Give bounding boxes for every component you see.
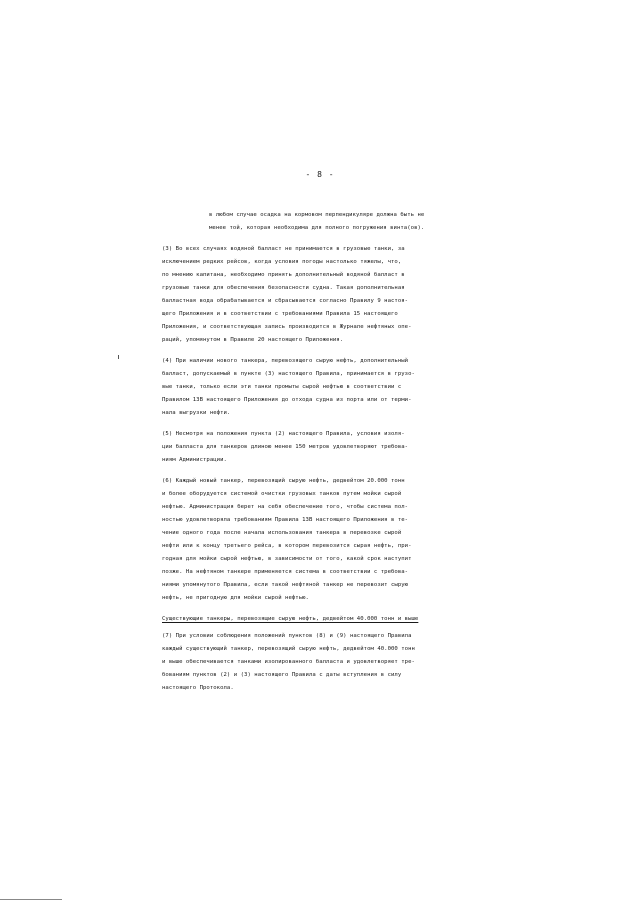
text-line: исключением редких рейсов, когда условия погоды настолько тяжелы, что, <box>162 259 402 265</box>
text-line: ниям Администрации. <box>162 457 227 463</box>
text-line: каждый существующий танкер, перевозящий сырую нефть, дедвейтом 40.000 тонн <box>162 646 415 652</box>
text-line: ции балласта для танкеров длиною менее 150 метров удовлетворяют требова- <box>162 444 409 450</box>
paragraph-cont <box>162 209 484 235</box>
text-line: нефть, не пригодную для мойки сырой нефтью. <box>162 595 309 601</box>
text-line: по мнению капитана, необходимо принять дополнительный водяной балласт в <box>162 272 405 278</box>
text-line: грузовые танки для обеспечения безопасности судна. Такая дополнительная <box>162 285 405 291</box>
text-line: балластная вода обрабатывается и сбрасывается согласно Правилу 9 настоя- <box>162 298 409 304</box>
page-number: - 8 - <box>305 170 335 179</box>
text-line: (4) При наличии нового танкера, перевозящего сырую нефть, дополнительный <box>162 358 409 364</box>
text-line: (7) При условии соблюдения положений пунктов (8) и (9) настоящего Правила <box>162 633 412 639</box>
text-line: бованиям пунктов (2) и (3) настоящего Правила с даты вступления в силу <box>162 672 402 678</box>
text-line: (6) Каждый новый танкер, перевозящий сырую нефть, дедвейтом 20.000 тонн <box>162 478 405 484</box>
section-heading <box>162 613 484 626</box>
footer-rule <box>0 899 62 900</box>
paragraph-p4 <box>162 355 484 420</box>
text-line: (5) Несмотря на положения пункта (2) настоящего Правила, условия изоля- <box>162 431 405 437</box>
text-line: и более оборудуется системой очистки грузовых танков путем мойки сырой <box>162 491 402 497</box>
text-line: Правилом 13В настоящего Приложения до отхода судна из порта или от терми- <box>162 397 412 403</box>
text-line: нефтью. Администрация берет на себя обеспечение того, чтобы система пол- <box>162 504 409 510</box>
text-line: нефти или к концу третьего рейса, в котором перевозится сырая нефть, при- <box>162 543 412 549</box>
text-line: в любом случае осадка на кормовом перпендикуляре должна быть не <box>209 212 425 218</box>
text-line: менее той, которая необходима для полного погружения винта(ов). <box>209 225 425 231</box>
text-line: (3) Во всех случаях водяной балласт не принимается в грузовые танки, за <box>162 246 405 252</box>
text-line: балласт, допускаемый в пункте (3) настоящего Правила, принимается в грузо- <box>162 371 415 377</box>
margin-mark <box>118 355 119 359</box>
text-line: позже. На нефтяном танкере применяется система в соответствии с требова- <box>162 569 409 575</box>
text-line: настоящего Протокола. <box>162 685 234 691</box>
body-text <box>162 209 484 695</box>
text-line: Приложения, и соответствующая запись производится в Журнале нефтяных опе- <box>162 324 412 330</box>
text-line: годная для мойки сырой нефтью, в зависимости от того, какой срок наступит <box>162 556 412 562</box>
paragraph-p5 <box>162 428 484 467</box>
text-line: щего Приложения и в соответствии с требованиями Правила 15 настоящего <box>162 311 398 317</box>
paragraph-p3 <box>162 243 484 347</box>
text-line: чение одного года после начала использования танкера в перевозке сырой <box>162 530 402 536</box>
paragraph-p6 <box>162 475 484 605</box>
text-line: и выше обеспечивается танками изолированного балласта и удовлетворяет тре- <box>162 659 415 665</box>
text-line: ностью удовлетворяла требованиям Правила 13В настоящего Приложения в те- <box>162 517 409 523</box>
section-heading-text: Существующие танкеры, перевозящие сырую нефть, дедвейтом 40.000 тонн и выше <box>162 616 419 622</box>
text-line: вые танки, только если эти танки промыты сырой нефтью в соответствии с <box>162 384 402 390</box>
text-line: ниями упомянутого Правила, если такой нефтяной танкер не перевозит сырую <box>162 582 409 588</box>
text-line: раций, упомянутом в Правиле 20 настоящего Приложения. <box>162 337 344 343</box>
paragraph-7 <box>162 630 484 695</box>
text-line: нала выгрузки нефти. <box>162 410 231 416</box>
